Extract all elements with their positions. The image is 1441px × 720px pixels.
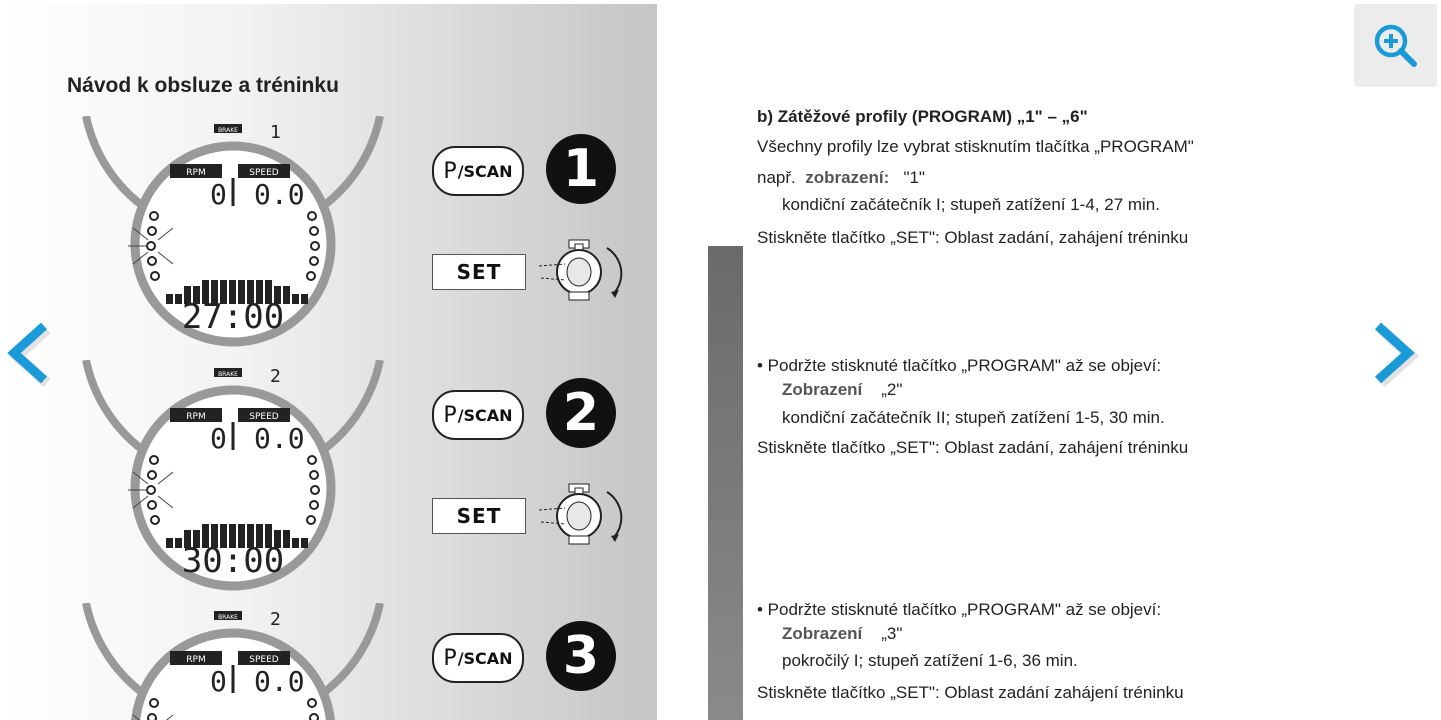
console-display [78, 360, 388, 605]
program-indicator: 1 [270, 122, 281, 143]
example-line [757, 168, 925, 188]
program-indicator: 2 [270, 609, 281, 630]
display2-value: „2" [881, 380, 903, 399]
program-step-2 [0, 360, 657, 605]
intro-text: Všechny profily lze vybrat stisknutím tlačítka „PROGRAM" [757, 137, 1194, 156]
rpm-value: 0 [210, 422, 227, 455]
time-value: 27:00 [181, 297, 285, 337]
speed-value: 0.0 [254, 422, 305, 455]
speed-label: SPEED [249, 168, 279, 178]
pscan-button: P /SCAN [432, 146, 524, 196]
rpm-label: RPM [186, 168, 206, 178]
display2-label: Zobrazení [782, 380, 863, 399]
program-indicator: 2 [270, 366, 281, 387]
speed-value: 0.0 [254, 178, 305, 211]
hold2-text: • Podržte stisknuté tlačítko „PROGRAM" až se objeví: [757, 356, 1162, 375]
chevron-right-icon [1362, 316, 1422, 391]
profile3-desc: pokročilý I; stupeň zatížení 1-6, 36 min. [782, 651, 1078, 670]
example-prefix: např. [757, 168, 796, 187]
example-value: "1" [903, 168, 925, 187]
speed-label: SPEED [249, 655, 279, 665]
rotary-knob-icon [535, 234, 635, 309]
manual-page-left [0, 4, 657, 720]
zoom-button[interactable] [1354, 4, 1437, 87]
page-edge-bar [708, 246, 743, 720]
profile1-desc: kondiční začátečník I; stupeň zatížení 1-4, 27 min. [782, 195, 1160, 214]
time-value: 30:00 [181, 541, 285, 581]
set-button: SET [432, 254, 526, 290]
section-heading: b) Zátěžové profily (PROGRAM) „1" – „6" [757, 107, 1088, 126]
rpm-value: 0 [210, 665, 227, 698]
zoom-in-icon [1373, 23, 1419, 69]
profile2-desc: kondiční začátečník II; stupeň zatížení 1-5, 30 min. [782, 408, 1165, 427]
display3-line [782, 624, 902, 644]
rpm-label: RPM [186, 412, 206, 422]
page-title: Návod k obsluze a tréninku [67, 74, 339, 97]
speed-label: SPEED [249, 412, 279, 422]
rpm-label: RPM [186, 655, 206, 665]
step-number-badge: 3 [546, 621, 616, 691]
set3-text: Stiskněte tlačítko „SET": Oblast zadání zahájení tréninku [757, 683, 1184, 702]
brake-label: BRAKE [218, 371, 238, 378]
step-number-badge: 2 [546, 378, 616, 448]
pscan-button: P /SCAN [432, 633, 524, 683]
rotary-knob-icon [535, 478, 635, 553]
brake-label: BRAKE [218, 127, 238, 134]
set1-text: Stiskněte tlačítko „SET": Oblast zadání, zahájení tréninku [757, 228, 1189, 247]
speed-value: 0.0 [254, 665, 305, 698]
hold3-text: • Podržte stisknuté tlačítko „PROGRAM" až se objeví: [757, 600, 1162, 619]
step-number-badge: 1 [546, 134, 616, 204]
rpm-value: 0 [210, 178, 227, 211]
brake-label: BRAKE [218, 614, 238, 621]
pscan-button: P /SCAN [432, 390, 524, 440]
next-page-button[interactable] [1362, 316, 1422, 391]
console-display [78, 116, 388, 361]
set2-text: Stiskněte tlačítko „SET": Oblast zadání, zahájení tréninku [757, 438, 1189, 457]
display3-value: „3" [881, 624, 903, 643]
console-display [78, 603, 388, 720]
previous-page-button[interactable] [0, 316, 60, 391]
program-step-3 [0, 603, 657, 720]
example-label: zobrazení: [805, 168, 890, 187]
chevron-left-icon [0, 316, 60, 391]
program-step-1 [0, 116, 657, 361]
display3-label: Zobrazení [782, 624, 863, 643]
display2-line [782, 380, 902, 400]
set-button: SET [432, 498, 526, 534]
